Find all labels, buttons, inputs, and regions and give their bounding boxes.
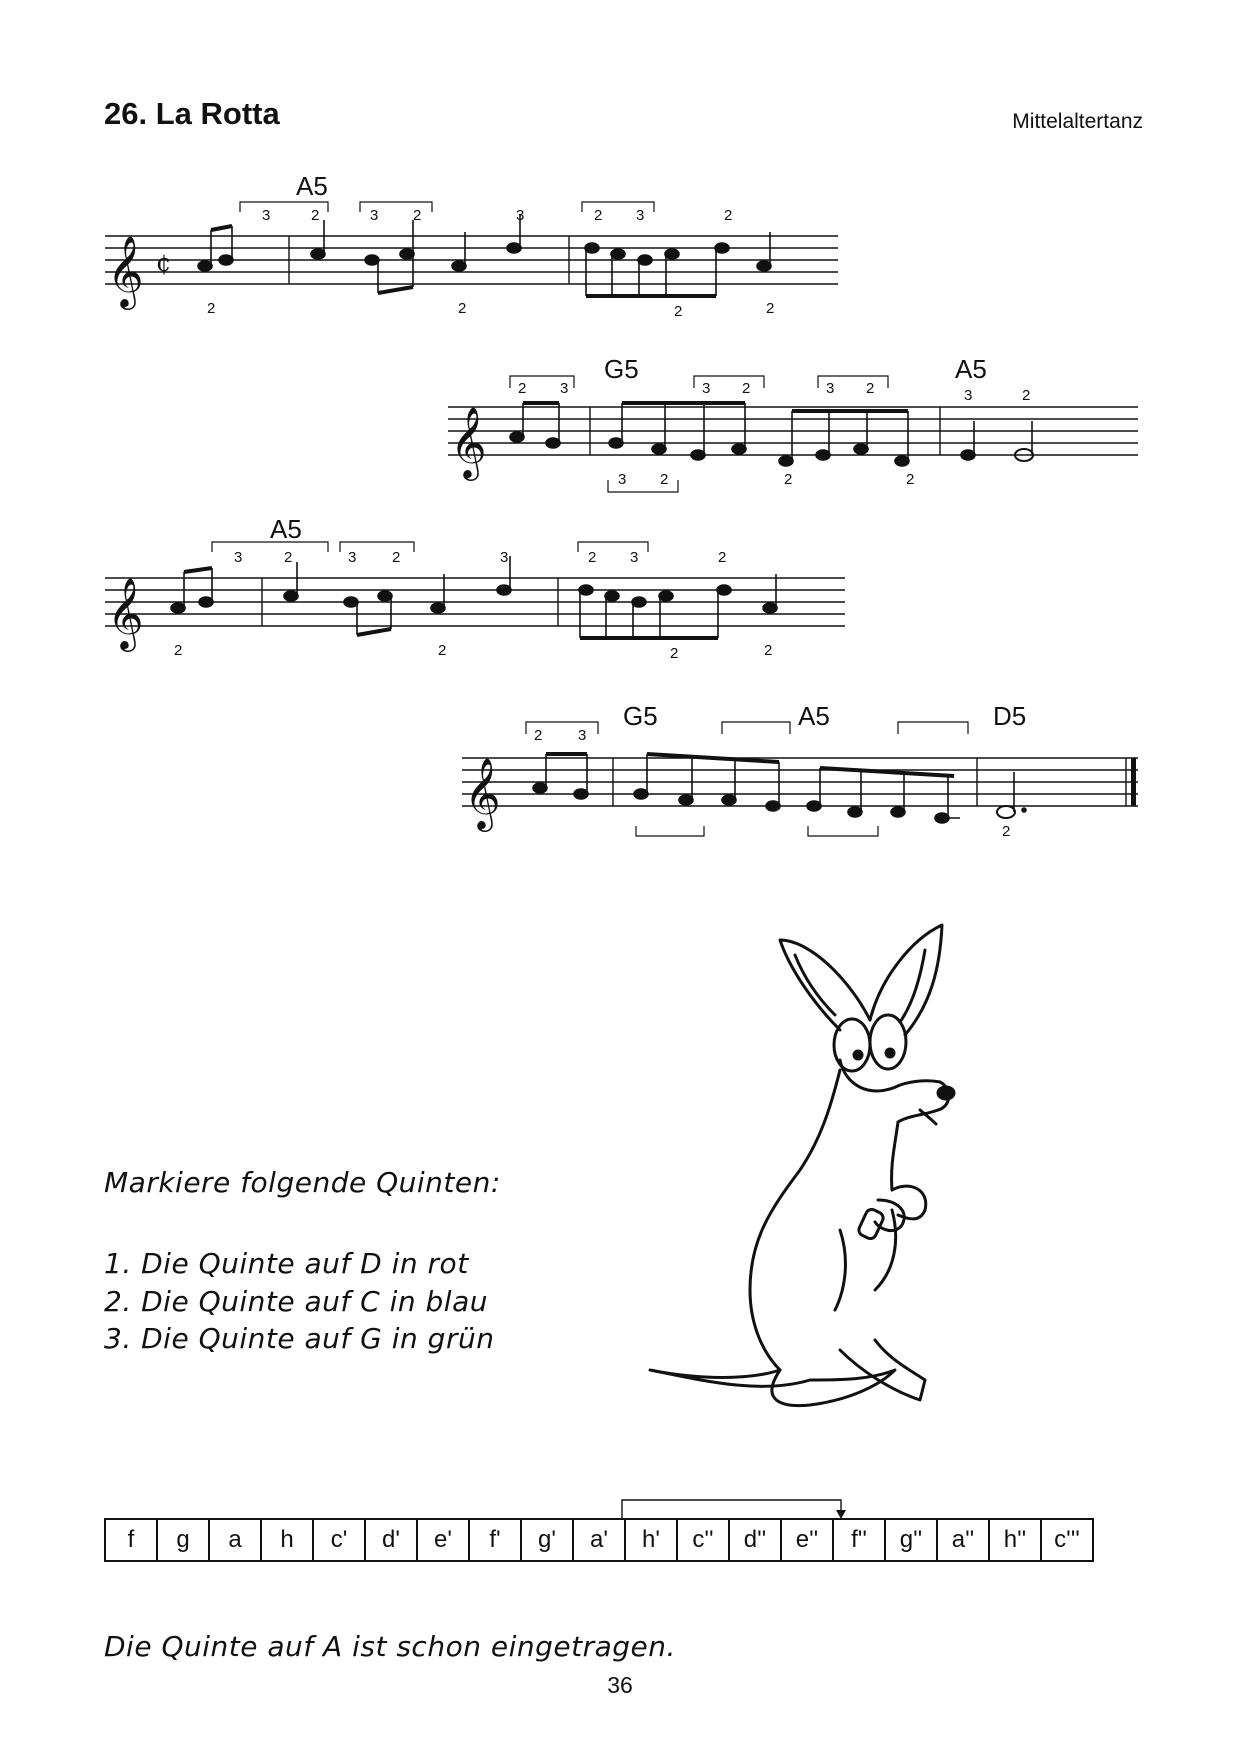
fingering-number: 2 <box>284 549 293 566</box>
fingering-number: 2 <box>1022 387 1031 404</box>
instruction-item: 3. Die Quinte auf G in grün <box>104 1322 495 1355</box>
kangaroo-illustration <box>640 910 1020 1410</box>
treble-clef-icon: 𝄞 <box>464 756 501 829</box>
note-cell: c' <box>313 1519 365 1561</box>
fingering-number: 2 <box>413 207 422 224</box>
fingering-number: 2 <box>670 645 679 662</box>
chord-symbol: G5 <box>604 354 639 384</box>
chord-symbol: A5 <box>798 701 830 731</box>
note-cell: f'' <box>833 1519 885 1561</box>
fingering-number: 3 <box>636 207 645 224</box>
fingering-number: 3 <box>262 207 271 224</box>
page-title: 26. La Rotta <box>104 96 280 131</box>
note-cell: a' <box>573 1519 625 1561</box>
note-name-table <box>104 1518 1094 1562</box>
fingering-number: 3 <box>234 549 243 566</box>
fingering-number: 3 <box>702 380 711 397</box>
staff-system-3 <box>105 578 845 626</box>
note-cell: e'' <box>781 1519 833 1561</box>
fingering-number: 2 <box>438 642 447 659</box>
chord-symbol: G5 <box>623 701 658 731</box>
fingering-number: 2 <box>906 471 915 488</box>
notes-system-4 <box>533 754 1026 823</box>
fingering-number: 2 <box>207 300 216 317</box>
fingering-number: 3 <box>630 549 639 566</box>
fingering-number: 2 <box>764 642 773 659</box>
staff-system-1 <box>105 236 838 284</box>
chord-symbol: A5 <box>270 514 302 544</box>
fingering-number: 2 <box>588 549 597 566</box>
footer-note: Die Quinte auf A ist schon eingetragen. <box>104 1630 676 1663</box>
note-cell: d' <box>365 1519 417 1561</box>
fingering-number: 2 <box>392 549 401 566</box>
piece-subtitle: Mittelaltertanz <box>1012 110 1143 133</box>
fingering-number: 2 <box>674 303 683 320</box>
staff-system-4 <box>462 758 1138 806</box>
fingering-number: 2 <box>742 380 751 397</box>
fingering-number: 2 <box>518 380 527 397</box>
treble-clef-icon: 𝄞 <box>450 405 487 478</box>
treble-clef-icon: 𝄞 <box>107 576 144 649</box>
chord-symbol: A5 <box>955 354 987 384</box>
note-cell: f <box>105 1519 157 1561</box>
note-cell: c''' <box>1041 1519 1093 1561</box>
instruction-item: 2. Die Quinte auf C in blau <box>104 1285 488 1318</box>
treble-clef-icon: 𝄞 <box>107 234 144 307</box>
note-cell: g'' <box>885 1519 937 1561</box>
fingering-number: 3 <box>560 380 569 397</box>
fingering-number: 2 <box>594 207 603 224</box>
fingering-number: 2 <box>866 380 875 397</box>
note-cell: a <box>209 1519 261 1561</box>
note-cell: h' <box>625 1519 677 1561</box>
fingering-number: 2 <box>534 727 543 744</box>
note-cell: g <box>157 1519 209 1561</box>
note-cell: h'' <box>989 1519 1041 1561</box>
note-cell: c'' <box>677 1519 729 1561</box>
fingering-number: 2 <box>311 207 320 224</box>
fingering-number: 2 <box>784 471 793 488</box>
chord-symbol: D5 <box>993 701 1027 731</box>
fingering-number: 3 <box>964 387 973 404</box>
note-cell: a'' <box>937 1519 989 1561</box>
note-cell: f' <box>469 1519 521 1561</box>
instruction-heading: Markiere folgende Quinten: <box>104 1166 501 1199</box>
fingering-number: 3 <box>826 380 835 397</box>
fingering-number: 3 <box>348 549 357 566</box>
fingering-number: 2 <box>660 471 669 488</box>
fingering-number: 2 <box>458 300 467 317</box>
fingering-number: 2 <box>1002 823 1011 840</box>
note-cell: d'' <box>729 1519 781 1561</box>
note-cell: e' <box>417 1519 469 1561</box>
note-cell: h <box>261 1519 313 1561</box>
fingering-number: 3 <box>500 549 509 566</box>
fingering-number: 3 <box>578 727 587 744</box>
fingering-number: 2 <box>718 549 727 566</box>
fingering-number: 3 <box>618 471 627 488</box>
instruction-item: 1. Die Quinte auf D in rot <box>104 1247 469 1280</box>
chord-symbol: A5 <box>296 171 328 201</box>
fingering-number: 2 <box>174 642 183 659</box>
fingering-number: 2 <box>766 300 775 317</box>
fingering-number: 3 <box>370 207 379 224</box>
fingering-number: 3 <box>516 207 525 224</box>
notes-system-2 <box>510 403 1033 466</box>
cut-time-symbol: ¢ <box>156 249 172 277</box>
fingering-number: 2 <box>724 207 733 224</box>
page-number: 36 <box>607 1672 633 1698</box>
note-cell: g' <box>521 1519 573 1561</box>
